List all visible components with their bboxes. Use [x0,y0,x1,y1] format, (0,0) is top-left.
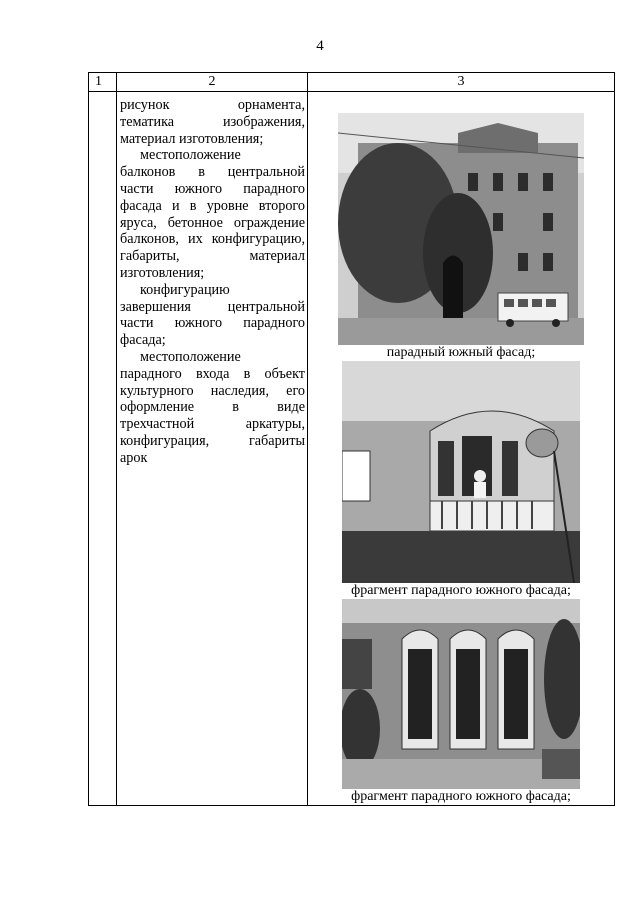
text-line: материал изготовления; [120,130,264,147]
text-line: тематика изображения, [120,113,305,130]
text-line: фасада; [120,332,166,349]
page-number: 4 [316,38,324,54]
row-number-cell [89,92,117,806]
text-line: рисунок орнамента, [120,97,305,113]
balcony-photo [342,361,580,583]
photo-caption: фрагмент парадного южного фасада; [351,789,571,804]
text-line: конфигурация, габариты [120,432,305,449]
table-header-row [89,73,615,92]
table-row [89,92,615,806]
text-line: оформление в виде [120,399,305,416]
column-header-2: 2 [117,73,308,92]
text-line: изготовления; [120,264,205,281]
column-header-1: 1 [89,73,117,92]
building-facade-photo [338,113,584,345]
text-line: габариты, материал [120,248,305,265]
entrance-arcade-photo [342,599,580,789]
text-line: парадного входа в объект [120,365,305,382]
text-line: части южного парадного [120,315,305,332]
text-line: конфигурацию [140,281,230,298]
text-line: культурного наследия, его [120,382,305,399]
text-line: части южного парадного [120,180,305,197]
photo-caption: фрагмент парадного южного фасада; [351,583,571,598]
text-line: балконов в центральной [120,164,305,181]
photo-block [308,599,614,805]
text-line: трехчастной аркатуры, [120,416,305,433]
description-cell [117,92,308,806]
text-line: балконов, их конфигурацию, [120,231,305,248]
text-line: местоположение [140,147,241,164]
photos-cell [308,92,615,806]
column-header-3: 3 [308,73,615,92]
photo-block [308,92,614,361]
photo-block [308,361,614,599]
text-line: фасада и в уровне второго [120,197,305,214]
text-line: завершения центральной [120,298,305,315]
objects-table [88,72,615,806]
photo-caption: парадный южный фасад; [386,345,536,360]
text-line: яруса, бетонное ограждение [120,214,305,231]
text-line: арок [120,449,148,466]
text-line: местоположение [140,348,241,365]
